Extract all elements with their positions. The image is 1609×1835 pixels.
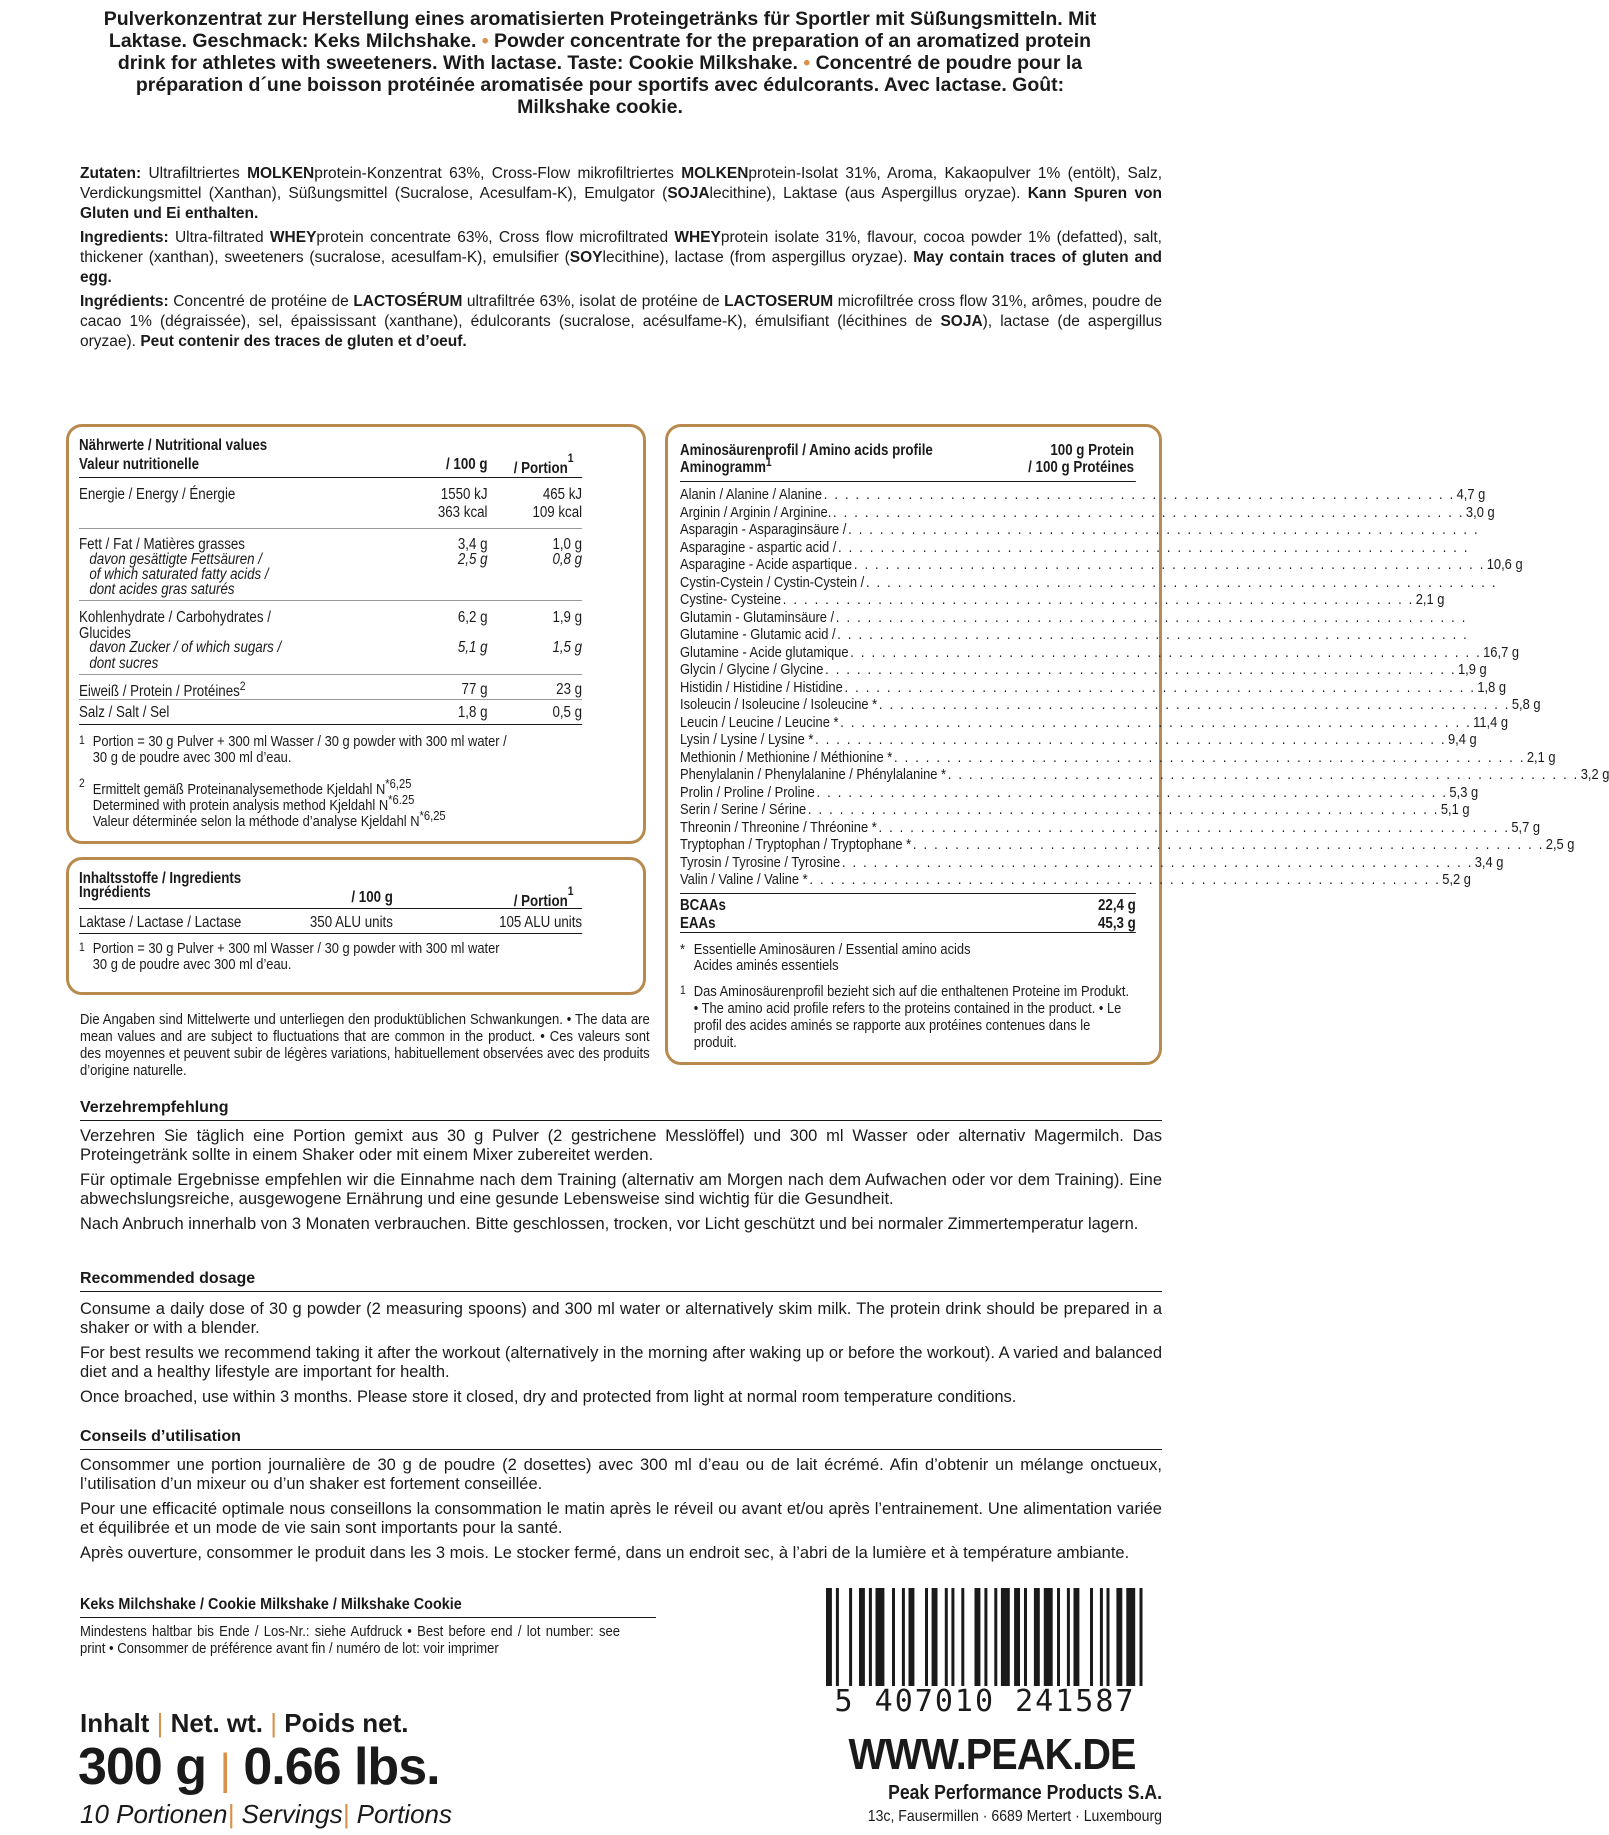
ingredients-box-header xyxy=(79,870,629,911)
footnote-ref: 1 xyxy=(567,884,574,898)
footnote-text-part: Determined with protein analysis method Kjeldahl N xyxy=(92,797,389,814)
amino-value: 9,4 g xyxy=(1447,731,1477,748)
servings-count xyxy=(80,1799,452,1830)
amino-subtitle xyxy=(680,455,772,477)
amino-footnotes xyxy=(680,933,1149,1051)
barcode-bar xyxy=(909,1588,915,1686)
dot-leader: . . . . . . . . . . . . . . . . . . . . . . . . . . . . . . . . . . . . . . . . . . . . . . . . . . . . . . . . . . . . xyxy=(833,503,1465,521)
barcode-bar xyxy=(945,1588,948,1686)
salt-100: 1,8 g xyxy=(457,704,488,721)
ingredients-text: lecithine), lactase (from aspergillus oryzae). xyxy=(602,249,914,266)
ingredients-label: Ingredients: xyxy=(80,229,169,246)
allergen: SOJA xyxy=(940,313,983,330)
amino-name: Serin / Serine / Sérine xyxy=(680,801,807,818)
company-address: 13c, Fausermillen · 6689 Mertert · Luxembourg xyxy=(867,1808,1162,1825)
eaa-value: 45,3 g xyxy=(1098,914,1136,932)
amino-name: Lysin / Lysine / Lysine * xyxy=(680,731,814,748)
sat-fat-100: 2,5 g xyxy=(457,551,488,568)
header-de: Pulverkonzentrat zur Herstellung eines aromatisierten Proteingetränks für Sportler mit Süßungsmitteln. Mit Laktase. Geschmack: Keks Milchshake. xyxy=(103,8,1097,52)
col-portion-label: / Portion xyxy=(513,893,568,911)
disclaimer-text: Die Angaben sind Mittelwerte und unterliegen den produktüblichen Schwankungen. • The data are mean values and are subject to fluctuations that are common in the product. • Ces valeurs sont des moyennes et peuvent subir de légères variations, habituellement observées avec des produits d’origine naturelle. xyxy=(80,1012,650,1079)
barcode-bar xyxy=(1024,1588,1027,1686)
amino-value: 5,3 g xyxy=(1449,783,1479,801)
salt-portion: 0,5 g xyxy=(552,704,583,721)
header-en: Powder concentrate for the preparation of an aromatized protein drink for athletes with sweeteners. With lactase. Taste: Cookie Milkshake. xyxy=(117,30,1092,74)
col-per-portion xyxy=(496,451,574,478)
dot-leader: . . . . . . . . . . . . . . . . . . . . . . . . . . . . . . . . . . . . . . . . . . . . . . . . . . . . . . . . . . . . xyxy=(809,871,1441,888)
header-fr: Concentré de poudre pour la préparation d´une boisson protéinée aromatisée pour sportifs avec édulcorants. Avec lactase. Goût: Milkshake cookie. xyxy=(135,52,1083,118)
trace-warning: Kann Spuren von Gluten und Ei enthalten. xyxy=(80,185,1162,222)
footnote-number: 1 xyxy=(680,982,686,997)
amino-name: Asparagin - Asparaginsäure / xyxy=(680,521,847,538)
allergen: WHEY xyxy=(674,229,721,246)
kjeldahl-factor: *6.25 xyxy=(388,792,415,807)
footnote-text: Acides aminés essentiels xyxy=(693,956,839,974)
col-per-portion xyxy=(496,884,574,911)
amino-name: Prolin / Proline / Proline xyxy=(680,783,815,801)
ingredients-text: ), lactase (de aspergillus oryzae). xyxy=(80,313,1163,350)
barcode-bar xyxy=(836,1588,839,1686)
paragraph: Pour une efficacité optimale nous conseillons la consommation le matin après le réveil ou avant et/ou après l’entrainement. Une alimentation variée et équilibrée et un mode de vie sain sont importants pour la santé. xyxy=(80,1500,1162,1537)
row-energy xyxy=(79,478,629,528)
fat-portion: 1,0 g xyxy=(552,536,583,553)
paragraph: Für optimale Ergebnisse empfehlen wir die Einnahme nach dem Training (alternativ am Morgen nach dem Aufwachen oder vor dem Training). Eine abwechslungsreiche, ausgewogene Ernährung und eine gesunde Lebensweise sind wichtig für die Gesundheit. xyxy=(80,1171,1162,1208)
dot-leader: . . . . . . . . . . . . . . . . . . . . . . . . . . . . . . . . . . . . . . . . . . . . . . . . . . . . . . . . . . . . xyxy=(853,556,1486,573)
dot-leader: . . . . . . . . . . . . . . . . . . . . . . . . . . . . . . . . . . . . . . . . . . . . . . . . . . . . . . . . . . . . xyxy=(893,748,1526,766)
amino-row xyxy=(680,643,1520,662)
amino-value: 5,7 g xyxy=(1511,818,1541,836)
amino-row xyxy=(680,521,1480,539)
energy-label: Energie / Energy / Énergie xyxy=(79,486,236,503)
barcode-bar xyxy=(925,1588,928,1686)
paragraph: Once broached, use within 3 months. Please store it closed, dry and protected from light at normal room temperature conditions. xyxy=(80,1388,1017,1406)
footnote-ref: 2 xyxy=(239,679,246,693)
barcode-bar xyxy=(1001,1588,1010,1686)
dot-leader: . . . . . . . . . . . . . . . . . . . . . . . . . . . . . . . . . . . . . . . . . . . . . . . . . . . . . . . . . . . . xyxy=(840,713,1472,731)
amino-table xyxy=(680,437,1609,1051)
servings-de: 10 Portionen xyxy=(80,1799,228,1829)
amino-name: Methionin / Methionine / Méthionine * xyxy=(680,748,893,766)
amino-row xyxy=(680,538,1470,557)
dot-leader: . . . . . . . . . . . . . . . . . . . . . . . . . . . . . . . . . . . . . . . . . . . . . . . . . . . . . . . . . . . . xyxy=(878,818,1510,836)
amino-header xyxy=(680,437,1149,477)
amino-value: 3,0 g xyxy=(1465,503,1495,521)
product-description-header xyxy=(100,8,1100,118)
separator-bar: | xyxy=(270,1708,278,1738)
separator-bar: | xyxy=(156,1708,164,1738)
amino-row xyxy=(680,801,1470,819)
dot-leader: . . . . . . . . . . . . . . . . . . . . . . . . . . . . . . . . . . . . . . . . . . . . . . . . . . . . . . . . . . . . xyxy=(947,766,1579,783)
ingredients-text: Concentré de protéine de xyxy=(168,293,354,310)
footnote-text: 30 g de poudre avec 300 ml d’eau. xyxy=(92,956,292,973)
amino-value: 11,4 g xyxy=(1473,713,1509,731)
amino-value: 5,8 g xyxy=(1511,696,1541,713)
amino-name: Asparagine - aspartic acid / xyxy=(680,538,837,556)
amino-row xyxy=(680,853,1504,872)
amino-row xyxy=(680,556,1523,574)
amino-row xyxy=(680,608,1468,627)
col-per-100g-proteines: / 100 g Protéines xyxy=(1028,459,1135,476)
weight-grams: 300 g xyxy=(78,1738,206,1796)
allergen: WHEY xyxy=(269,229,317,246)
col-per-100g-protein: 100 g Protein xyxy=(1050,442,1135,459)
kjeldahl-factor: *6,25 xyxy=(385,776,412,791)
separator-bar: | xyxy=(219,1745,230,1794)
allergen: SOY xyxy=(569,249,603,266)
barcode-bar xyxy=(859,1588,865,1686)
amino-row xyxy=(680,871,1471,889)
amino-name: Phenylalanin / Phenylalanine / Phénylalanine * xyxy=(680,766,947,783)
flavour-title: Keks Milchshake / Cookie Milkshake / Milkshake Cookie xyxy=(80,1596,656,1618)
dot-leader: . . . . . . . . . . . . . . . . . . . . . . . . . . . . . . . . . . . . . . . . . . . . . . . . . . . . . . . . . . . . xyxy=(850,643,1482,661)
sugar-portion: 1,5 g xyxy=(552,639,583,656)
amino-row xyxy=(680,661,1487,679)
protein-label xyxy=(79,679,246,701)
amino-acid-profile-box xyxy=(665,424,1609,1065)
row-protein xyxy=(79,675,629,699)
amino-row xyxy=(680,626,1469,644)
sugar-label: davon Zucker / of which sugars / xyxy=(89,639,282,656)
allergen: SOJA xyxy=(667,185,710,202)
amino-row xyxy=(680,748,1556,767)
barcode-bar xyxy=(826,1588,832,1686)
amino-row xyxy=(680,836,1575,854)
dot-leader: . . . . . . . . . . . . . . . . . . . . . . . . . . . . . . . . . . . . . . . . . . . . . . . . . . . . . . . . . . . . xyxy=(878,696,1511,713)
paragraph: Nach Anbruch innerhalb von 3 Monaten verbrauchen. Bitte geschlossen, trocken, vor Licht geschützt und bei normaler Zimmertemperatur lagern. xyxy=(80,1215,1139,1233)
amino-row xyxy=(680,818,1541,837)
amino-value: 2,1 g xyxy=(1526,748,1556,766)
section-title-conseils: Conseils d’utilisation xyxy=(80,1427,1162,1450)
paragraph: Verzehren Sie täglich eine Portion gemixt aus 30 g Pulver (2 gestrichene Messlöffel) und 300 ml Wasser oder alternativ Magermilch. Das Proteingetränk sollte in einem Shaker oder mit einem Mixer zubereitet werden. xyxy=(80,1127,1162,1164)
amino-name: Threonin / Threonine / Thréonine * xyxy=(680,818,877,836)
amino-row xyxy=(680,486,1486,504)
fat-label: Fett / Fat / Matières grasses xyxy=(79,536,245,553)
barcode-bar xyxy=(876,1588,885,1686)
barcode-bar xyxy=(1014,1588,1020,1686)
carb-label: Kohlenhydrate / Carbohydrates / xyxy=(79,609,271,626)
amino-value: 1,9 g xyxy=(1458,661,1487,678)
section-body-conseils xyxy=(80,1456,1162,1569)
amino-title: Aminosäurenprofil / Amino acids profile xyxy=(680,442,933,459)
amino-subtitle-text: Aminogramm xyxy=(680,459,766,477)
barcode-bar xyxy=(951,1588,954,1686)
dot-leader: . . . . . . . . . . . . . . . . . . . . . . . . . . . . . . . . . . . . . . . . . . . . . . . . . . . . . . . . . . . . xyxy=(825,661,1457,678)
protein-label-text: Eiweiß / Protein / Protéines xyxy=(79,683,240,701)
amino-name: Valin / Valine / Valine * xyxy=(680,871,808,888)
paragraph: Après ouverture, consommer le produit dans les 3 mois. Le stocker fermé, dans un endroit sec, à l’abri de la lumière et à température ambiante. xyxy=(80,1544,1130,1562)
col-per-100g: / 100 g xyxy=(446,456,488,473)
sat-fat-label: of which saturated fatty acids / xyxy=(89,566,269,583)
fat-100: 3,4 g xyxy=(457,536,488,553)
net-weight-labels xyxy=(80,1708,409,1739)
ingredients-en xyxy=(80,228,1162,288)
allergen: MOLKEN xyxy=(247,165,315,182)
ingredients-fr xyxy=(80,292,1162,352)
amino-name: Glutamine - Acide glutamique xyxy=(680,643,849,661)
footnote-text: Essentielle Aminosäuren / Essential amino acids xyxy=(693,940,971,958)
barcode-bar xyxy=(984,1588,987,1686)
carb-100: 6,2 g xyxy=(457,609,488,626)
barcode-bar xyxy=(994,1588,997,1686)
kjeldahl-factor: *6,25 xyxy=(419,808,446,823)
ingredients-box xyxy=(66,857,646,995)
eaa-label: EAAs xyxy=(680,914,716,932)
dot-leader: . . . . . . . . . . . . . . . . . . . . . . . . . . . . . . . . . . . . . . . . . . . . . . . . . . . . . . . . . . . . xyxy=(815,731,1447,748)
ingredients-text: protein isolate 31%, flavour, cocoa powder 1% (defatted), salt, thickener (xanthan), sweeteners (sucralose, acesulfam-K), emulsifier ( xyxy=(80,229,1162,266)
row-salt xyxy=(79,700,629,724)
trace-warning: Peut contenir des traces de gluten et d’oeuf. xyxy=(140,333,467,350)
footnote-number: 1 xyxy=(79,733,85,747)
barcode-bar xyxy=(1034,1588,1040,1686)
barcode-icon xyxy=(822,1588,1148,1688)
ingredients-box-footnote xyxy=(79,934,629,974)
barcode-bar xyxy=(961,1588,964,1686)
ingredients-text: lecithine), Laktase (aus Aspergillus oryzae). xyxy=(709,185,1028,202)
allergen: LACTOSERUM xyxy=(724,293,834,310)
dot-leader: . . . . . . . . . . . . . . . . . . . . . . . . . . . . . . . . . . . . . . . . . . . . . . . . . . . . . . . . . . . . xyxy=(841,853,1474,871)
sat-fat-portion: 0,8 g xyxy=(552,551,583,568)
barcode-bar xyxy=(932,1588,938,1686)
barcode-bar xyxy=(892,1588,895,1686)
sugar-100: 5,1 g xyxy=(457,639,488,656)
amino-row xyxy=(680,591,1445,609)
dot-leader: . . . . . . . . . . . . . . . . . . . . . . . . . . . . . . . . . . . . . . . . . . . . . . . . . . . . . . . . . . . . xyxy=(837,626,1469,643)
amino-value: 10,6 g xyxy=(1486,556,1523,573)
amino-value: 1,8 g xyxy=(1477,678,1507,696)
footnote-text: Das Aminosäurenprofil bezieht sich auf die enthaltenen Proteine im Produkt. • The amino acid profile refers to the proteins contained in the product. • Le profil des acides aminés se rapporte aux protéines contenues dans le produit. xyxy=(693,982,1130,1051)
amino-name: Alanin / Alanine / Alanine xyxy=(680,486,823,503)
carb-portion: 1,9 g xyxy=(552,609,583,626)
amino-row xyxy=(680,573,1498,592)
protein-100: 77 g xyxy=(461,681,488,698)
energy-kcal-portion: 109 kcal xyxy=(532,504,583,521)
amino-row xyxy=(680,783,1479,802)
allergen: LACTOSÉRUM xyxy=(353,293,463,310)
amino-name: Glutamin - Glutaminsäure / xyxy=(680,608,835,626)
amino-summary xyxy=(680,894,1149,932)
amino-row xyxy=(680,713,1509,732)
trace-warning: May contain traces of gluten and egg. xyxy=(80,249,1163,286)
barcode-bar xyxy=(1140,1588,1143,1686)
bcaa-value: 22,4 g xyxy=(1098,896,1136,914)
bcaa-label: BCAAs xyxy=(680,896,726,914)
amino-name: Tryptophan / Tryptophan / Tryptophane * xyxy=(680,836,912,853)
amino-row xyxy=(680,503,1495,522)
separator-bar: | xyxy=(227,1799,235,1829)
dot-leader: . . . . . . . . . . . . . . . . . . . . . . . . . . . . . . . . . . . . . . . . . . . . . . . . . . . . . . . . . . . . xyxy=(865,573,1498,591)
company-name: Peak Performance Products S.A. xyxy=(888,1782,1162,1804)
barcode-bar xyxy=(1057,1588,1060,1686)
amino-value: 5,2 g xyxy=(1442,871,1471,888)
barcode-bar xyxy=(1067,1588,1070,1686)
allergen: MOLKEN xyxy=(681,165,749,182)
sat-fat-label: davon gesättigte Fettsäuren / xyxy=(89,551,262,568)
barcode-bar xyxy=(849,1588,852,1686)
ingredients-box-subtitle: Ingrédients xyxy=(79,884,151,901)
ingredients-text: ultrafiltrée 63%, isolat de protéine de xyxy=(462,293,725,310)
barcode-bar xyxy=(902,1588,905,1686)
dot-leader: . . . . . . . . . . . . . . . . . . . . . . . . . . . . . . . . . . . . . . . . . . . . . . . . . . . . . . . . . . . . xyxy=(816,783,1448,801)
amino-name: Leucin / Leucine / Leucine * xyxy=(680,713,839,731)
salt-label: Salz / Salt / Sel xyxy=(79,704,170,721)
barcode-bar xyxy=(1074,1588,1080,1686)
amino-name: Asparagine - Acide aspartique xyxy=(680,556,853,573)
amino-name: Isoleucin / Isoleucine / Isoleucine * xyxy=(680,696,878,713)
footnote-ref: 1 xyxy=(567,451,574,465)
amino-name: Glutamine - Glutamic acid / xyxy=(680,626,836,643)
barcode-bar xyxy=(1100,1588,1103,1686)
dot-leader: . . . . . . . . . . . . . . . . . . . . . . . . . . . . . . . . . . . . . . . . . . . . . . . . . . . . . . . . . . . . xyxy=(912,836,1545,853)
lactase-portion: 105 ALU units xyxy=(499,914,583,931)
ingredients-text: microfiltrée cross flow 31%, arômes, poudre de cacao 1% (dégraissée), sel, épaississant (xanthane), édulcorants (sucralose, acésulfame-K), émulsifiant (lécithines de xyxy=(80,293,1162,330)
protein-portion: 23 g xyxy=(556,681,583,698)
ingredients-text: Ultra-filtrated xyxy=(168,229,270,246)
amino-value: 16,7 g xyxy=(1483,643,1520,661)
servings-fr: Portions xyxy=(356,1799,452,1829)
dot-leader: . . . . . . . . . . . . . . . . . . . . . . . . . . . . . . . . . . . . . . . . . . . . . . . . . . . . . . . . . . . . xyxy=(838,538,1470,556)
dot-leader: . . . . . . . . . . . . . . . . . . . . . . . . . . . . . . . . . . . . . . . . . . . . . . . . . . . . . . . . . . . . xyxy=(823,486,1455,503)
barcode-bar xyxy=(1090,1588,1093,1686)
dot-leader: . . . . . . . . . . . . . . . . . . . . . . . . . . . . . . . . . . . . . . . . . . . . . . . . . . . . . . . . . . . . xyxy=(807,801,1440,818)
servings-en: Servings xyxy=(241,1799,343,1829)
amino-value: 3,2 g xyxy=(1580,766,1609,783)
barcode-bar xyxy=(1107,1588,1110,1686)
dot-leader: . . . . . . . . . . . . . . . . . . . . . . . . . . . . . . . . . . . . . . . . . . . . . . . . . . . . . . . . . . . . xyxy=(782,591,1414,608)
barcode-bar xyxy=(869,1588,872,1686)
amino-name: Cystine- Cysteine xyxy=(680,591,782,608)
row-carbohydrates xyxy=(79,601,629,674)
ingredients-text: Ultrafiltriertes xyxy=(141,165,248,182)
footnote-number: 2 xyxy=(79,776,85,790)
amino-name: Arginin / Arginin / Arginine. xyxy=(680,503,832,521)
energy-kj-100: 1550 kJ xyxy=(440,486,488,503)
net-weight-values xyxy=(78,1738,440,1799)
header-separator: • xyxy=(481,30,489,52)
barcode-number: 5 407010 241587 xyxy=(834,1684,1136,1719)
website-url: WWW.PEAK.DE xyxy=(848,1730,1136,1779)
amino-value: 4,7 g xyxy=(1456,486,1486,503)
weight-lbs: 0.66 lbs. xyxy=(243,1738,440,1796)
sat-fat-label: dont acides gras saturés xyxy=(89,581,235,598)
nutrition-table xyxy=(79,437,629,845)
col-per-100g: / 100 g xyxy=(351,889,393,906)
label-net-wt: Net. wt. xyxy=(170,1708,264,1738)
section-body-dosage xyxy=(80,1300,1162,1413)
carb-label: Glucides xyxy=(79,625,131,642)
footnote-text xyxy=(93,808,446,830)
footnote-ref: 1 xyxy=(765,455,772,469)
amino-row xyxy=(680,696,1541,714)
label-poids-net: Poids net. xyxy=(284,1708,409,1738)
paragraph: Consommer une portion journalière de 30 g de poudre (2 dosettes) avec 300 ml d’eau ou de lait écrémé. Afin d’obtenir un mélange onctueux, l’utilisation d’un mixeur ou d’un shaker est fortement conseillée. xyxy=(80,1456,1162,1493)
footnote-star: * xyxy=(680,940,686,958)
section-body-verzehr xyxy=(80,1127,1162,1240)
nutrition-facts-box xyxy=(66,424,646,844)
paragraph: Consume a daily dose of 30 g powder (2 measuring spoons) and 300 ml water or alternatively skim milk. The protein drink should be prepared in a shaker or with a blender. xyxy=(80,1300,1162,1337)
amino-name: Tyrosin / Tyrosine / Tyrosine xyxy=(680,853,841,871)
ingredients-text: protein-Konzentrat 63%, Cross-Flow mikrofiltriertes xyxy=(314,165,682,182)
ingredients-label: Ingrédients: xyxy=(80,293,169,310)
footnote-text: Portion = 30 g Pulver + 300 ml Wasser / 30 g powder with 300 ml water xyxy=(92,940,500,957)
footnote-number: 1 xyxy=(79,940,85,954)
sugar-label: dont sucres xyxy=(89,655,159,672)
lactase-100: 350 ALU units xyxy=(309,914,393,931)
footnote-text-part: Valeur déterminée selon la méthode d’analyse Kjeldahl N xyxy=(92,813,420,830)
amino-name: Cystin-Cystein / Cystin-Cystein / xyxy=(680,573,865,591)
paragraph: For best results we recommend taking it after the workout (alternatively in the morning after waking up or before the workout). A varied and balanced diet and a healthy lifestyle are important for health. xyxy=(80,1344,1162,1381)
dot-leader: . . . . . . . . . . . . . . . . . . . . . . . . . . . . . . . . . . . . . . . . . . . . . . . . . . . . . . . . . . . . xyxy=(848,521,1480,538)
amino-row xyxy=(680,731,1477,749)
amino-value: 2,5 g xyxy=(1545,836,1575,853)
amino-value: 2,1 g xyxy=(1415,591,1445,608)
nutrition-subtitle: Valeur nutritionelle xyxy=(79,456,199,473)
section-title-verzehr: Verzehrempfehlung xyxy=(80,1098,1162,1121)
dot-leader: . . . . . . . . . . . . . . . . . . . . . . . . . . . . . . . . . . . . . . . . . . . . . . . . . . . . . . . . . . . . xyxy=(835,608,1468,626)
nutrition-title: Nährwerte / Nutritional values xyxy=(79,437,268,454)
header-separator: • xyxy=(803,52,811,74)
footnote-text-part: Ermittelt gemäß Proteinanalysemethode Kjeldahl N xyxy=(92,781,386,798)
amino-row xyxy=(680,766,1609,784)
dot-leader: . . . . . . . . . . . . . . . . . . . . . . . . . . . . . . . . . . . . . . . . . . . . . . . . . . . . . . . . . . . . xyxy=(844,678,1476,696)
ingredients-text: protein-Isolat 31%, Aroma, Kakaopulver 1% (entölt), Salz, Verdickungsmittel (Xanthan), Süßungsmittel (Sucralose, Acesulfam-K), Emulgator ( xyxy=(80,165,1163,202)
amino-value: 5,1 g xyxy=(1440,801,1470,818)
footnote-text: 30 g de poudre avec 300 ml d’eau. xyxy=(92,749,292,766)
barcode-bar xyxy=(1126,1588,1135,1686)
label-inhalt: Inhalt xyxy=(80,1708,150,1738)
ingredients-label: Zutaten: xyxy=(80,165,142,182)
nutrition-header xyxy=(79,437,629,477)
row-lactase xyxy=(79,909,629,933)
footnote-text: Portion = 30 g Pulver + 300 ml Wasser / 30 g powder with 300 ml water / xyxy=(92,733,507,750)
amino-name: Histidin / Histidine / Histidine xyxy=(680,678,843,696)
barcode-bar xyxy=(1044,1588,1053,1686)
ingredients-text: protein concentrate 63%, Cross flow microfiltrated xyxy=(316,229,675,246)
lactase-label: Laktase / Lactase / Lactase xyxy=(79,914,242,931)
barcode-bar xyxy=(1116,1588,1122,1686)
section-title-dosage: Recommended dosage xyxy=(80,1269,1162,1292)
energy-kj-portion: 465 kJ xyxy=(542,486,583,503)
col-portion-label: / Portion xyxy=(513,460,568,478)
amino-row xyxy=(680,678,1507,697)
ingredients-de xyxy=(80,164,1162,224)
ingredients-box-table xyxy=(79,870,629,974)
row-fat xyxy=(79,529,629,600)
amino-name: Glycin / Glycine / Glycine xyxy=(680,661,824,678)
separator-bar: | xyxy=(342,1799,350,1829)
best-before-text: Mindestens haltbar bis Ende / Los-Nr.: siehe Aufdruck • Best before end / lot number: see print • Consommer de préférence avant fin / numéro de lot: voir imprimer xyxy=(80,1624,620,1657)
amino-value: 3,4 g xyxy=(1474,853,1504,871)
ingredients-box-title: Inhaltsstoffe / Ingredients xyxy=(79,870,242,887)
amino-rows xyxy=(680,482,1609,889)
energy-kcal-100: 363 kcal xyxy=(437,504,488,521)
barcode-bar xyxy=(975,1588,981,1686)
nutrition-footnotes xyxy=(79,725,629,845)
